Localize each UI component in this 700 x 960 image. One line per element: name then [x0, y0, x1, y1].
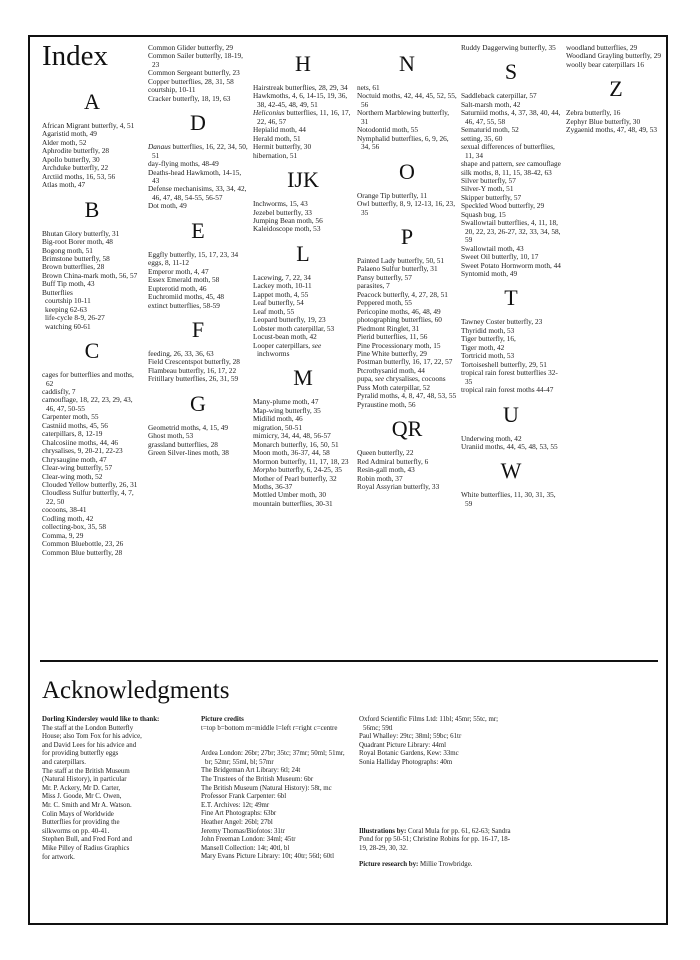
picture-research-text: Millie Trowbridge. [418, 861, 473, 869]
index-section-n [357, 52, 457, 152]
thanks-line: Miss J. Goode, Mr C. Owen, [42, 793, 122, 801]
thanks-line: The staff at the British Museum [42, 767, 130, 775]
index-entry: Midilid moth, 46 [253, 414, 303, 424]
section-letter: W [500, 458, 522, 484]
index-entry: Monarch butterfly, 16, 50, 51 [253, 439, 339, 449]
index-entry: keeping 62-63 [45, 304, 87, 314]
index-section-a [42, 90, 142, 190]
thanks-column [42, 716, 192, 862]
section-divider [40, 660, 658, 662]
index-entry: woodland butterflies, 29 [566, 43, 638, 52]
index-entry: Inchworms, 15, 43 [253, 199, 308, 209]
thanks-heading: Dorling Kindersley would like to thank: [42, 716, 160, 723]
index-entry: Mottled Umber moth, 30 [253, 490, 326, 500]
index-entry: eggs, 8, 11-12 [148, 258, 190, 268]
index-entry: Agaristid moth, 49 [42, 129, 97, 139]
index-entry: migration, 50-51 [253, 422, 303, 432]
index-entry: nets, 61 [357, 83, 380, 92]
index-entry: Clouded Yellow butterfly, 26, 31 [42, 479, 138, 489]
index-entry: cages for butterflies and moths, 62 [42, 370, 134, 388]
index-entry: Archduke butterfly, 22 [42, 163, 109, 173]
picture-research-credit [359, 861, 517, 870]
index-section-u [461, 403, 561, 452]
index-section-m [253, 366, 353, 508]
index-entry: Noctuid moths, 42, 44, 45, 52, 55, 56 [357, 91, 457, 109]
section-letter: QR [391, 416, 423, 442]
index-entry: day-flying moths, 48-49 [148, 159, 219, 169]
index-entry: grassland butterflies, 28 [148, 439, 218, 449]
index-column-3 [253, 44, 353, 508]
index-section-c [42, 339, 142, 557]
index-entry: Many-plume moth, 47 [253, 397, 319, 407]
index-entry: pupa, see chrysalises, cocoons [357, 374, 446, 384]
index-entry: Kaleidoscope moth, 53 [253, 224, 321, 234]
index-entry: tropical rain forest moths 44-47 [461, 385, 554, 395]
section-letter: S [504, 59, 518, 85]
index-section-l [253, 242, 353, 359]
index-entry: extinct butterflies, 58-59 [148, 300, 220, 310]
index-entry: Bhutan Glory butterfly, 31 [42, 228, 120, 238]
index-section-ijk [253, 168, 353, 234]
index-entry: Lappet moth, 4, 55 [253, 289, 309, 299]
index-entry: Leaf moth, 55 [253, 306, 295, 316]
section-letter: N [399, 51, 415, 76]
index-entry: Green Silver-lines moth, 38 [148, 448, 229, 458]
picture-credits-key: t=top b=bottom m=middle l=left r=right c=centre [201, 724, 338, 732]
index-entry: cocoons, 38-41 [42, 505, 87, 515]
picture-credits-list [201, 750, 351, 862]
credit-line: The Trustees of the British Museum: 6br [201, 775, 314, 783]
index-entry: Dot moth, 49 [148, 201, 187, 211]
index-column-2 [148, 44, 248, 458]
illustrations-label: Illustrations by: [359, 827, 407, 835]
index-entry: Saddleback caterpillar, 57 [461, 91, 537, 101]
section-letter: IJK [287, 167, 319, 193]
section-letter: U [503, 401, 519, 427]
credit-line: Royal Botanic Gardens, Kew: 33mc [359, 750, 459, 758]
index-entry: shape and pattern, see camouflage [461, 159, 561, 169]
credit-line: Sonia Halliday Photographs: 40m [359, 758, 453, 766]
index-entry: Buff Tip moth, 43 [42, 279, 95, 289]
credit-line: The Bridgeman Art Library: 6tl; 24t [201, 767, 301, 775]
thanks-text [42, 725, 192, 863]
credit-line: Mansell Collection: 14t; 40tl, bl [201, 844, 290, 852]
index-column-1 [42, 90, 142, 557]
section-letter: B [84, 196, 100, 222]
section-letter: D [190, 110, 206, 136]
index-entry: tropical rain forest butterflies 32-35 [461, 368, 558, 386]
index-entry: Thyridid moth, 53 [461, 325, 515, 335]
index-entry: Looper caterpillars, see inchworms [253, 340, 322, 358]
index-entry: Brown butterflies, 28 [42, 262, 105, 272]
thanks-line: Mike Pilley of Radius Graphics [42, 844, 130, 852]
index-entry: Atlas moth, 47 [42, 180, 86, 190]
index-section-qr [357, 417, 457, 491]
section-letter: M [293, 365, 313, 391]
index-entry: Queen butterfly, 22 [357, 448, 414, 458]
index-entry: Geometrid moths, 4, 15, 49 [148, 422, 229, 432]
index-section-f [148, 318, 248, 384]
credit-line: Heather Angel: 26bl; 27bl [201, 818, 273, 826]
thanks-line: silkworms on pp. 40-41. [42, 827, 110, 835]
credit-line: Oxford Scientific Films Ltd: 11bl; 45mr; 55tc, mr; 56mc; 59tl [359, 716, 499, 732]
index-entry: Copper butterflies, 28, 31, 58 [148, 76, 234, 86]
index-entry: Heliconius butterflies, 11, 16, 17, 22, 46, 57 [253, 108, 351, 126]
index-entry: setting, 35, 60 [461, 133, 503, 143]
index-entry: Chrysaugine moth, 47 [42, 454, 107, 464]
index-entry: feeding, 26, 33, 36, 63 [148, 348, 214, 358]
section-letter: H [295, 51, 311, 76]
index-entry: caddisfly, 7 [42, 386, 76, 396]
index-entry: Pierid butterflies, 11, 56 [357, 332, 428, 342]
index-entry: collecting-box, 35, 58 [42, 522, 107, 532]
index-entry: Arctiid moths, 16, 53, 56 [42, 171, 116, 181]
index-entry: Pyralid moths, 4, 8, 47, 48, 53, 55 [357, 391, 457, 401]
index-entry: Sweet Potato Hornworm moth, 44 [461, 260, 561, 270]
section-letter: Z [609, 76, 623, 102]
thanks-line: and David Lees for his advice and [42, 741, 137, 749]
index-entry: silk moths, 8, 11, 15, 38-42, 63 [461, 167, 552, 177]
index-entry: Flambeau butterfly, 16, 17, 22 [148, 365, 237, 375]
index-entry: Tiger butterfly, 16, [461, 334, 516, 344]
more-credits-column [359, 716, 517, 870]
thanks-line: House; also Tom Fox for his advice, [42, 733, 142, 741]
index-section-b [42, 198, 142, 331]
index-entry: Squash bug, 15 [461, 209, 506, 219]
thanks-line: Stephen Bull, and Fred Ford and [42, 836, 132, 844]
index-entry: Clear-wing moth, 52 [42, 471, 103, 481]
section-letter: O [399, 158, 415, 184]
index-entry: Owl butterfly, 8, 9, 12-13, 16, 23, 35 [357, 199, 456, 217]
index-entry: Cracker butterfly, 18, 19, 63 [148, 93, 231, 103]
index-entry: Leopard butterfly, 19, 23 [253, 315, 326, 325]
index-entry: Fritillary butterflies, 26, 31, 59 [148, 374, 239, 384]
index-entry: Robin moth, 37 [357, 473, 403, 483]
index-section-continued [461, 44, 561, 52]
index-entry: watching 60-61 [45, 321, 91, 331]
section-letter: T [504, 285, 518, 311]
credit-line: Mary Evans Picture Library: 10t; 40tr; 56tl; 60tl [201, 853, 335, 861]
index-entry: Deaths-head Hawkmoth, 14-15, 43 [148, 167, 242, 185]
index-entry: Common Sergeant butterfly, 23 [148, 68, 240, 78]
index-entry: Leaf butterfly, 54 [253, 298, 304, 308]
acknowledgments-title: Acknowledgments [42, 677, 230, 704]
index-entry: Big-root Borer moth, 48 [42, 237, 113, 247]
index-column-5 [461, 44, 561, 508]
index-entry: Common Sailer butterfly, 18-19, 23 [148, 51, 243, 69]
index-section-h [253, 52, 353, 160]
index-entry: Jumping Bean moth, 56 [253, 215, 323, 225]
index-entry: courtship 10-11 [45, 296, 91, 306]
index-column-6 [566, 44, 666, 135]
credit-line: Fine Art Photographs: 63br [201, 810, 277, 818]
index-title: Index [42, 40, 109, 72]
index-entry: Red Admiral butterfly, 6 [357, 456, 429, 466]
credit-line: Quadrant Picture Library: 44ml [359, 741, 447, 749]
index-entry: mountain butterflies, 30-31 [253, 498, 333, 508]
index-section-t [461, 286, 561, 394]
index-entry: Bogong moth, 51 [42, 245, 93, 255]
index-entry: Codling moth, 42 [42, 513, 94, 523]
index-entry: Swallowtail moth, 43 [461, 243, 524, 253]
index-entry: Silver-Y moth, 51 [461, 184, 514, 194]
index-entry: Danaus butterflies, 16, 22, 34, 50, 51 [148, 142, 248, 160]
index-entry: White butterflies, 11, 30, 31, 35, 59 [461, 490, 556, 508]
index-entry: Tortricid moth, 53 [461, 351, 515, 361]
index-entry: Saturniid moths, 4, 37, 38, 40, 44, 46, 47, 55, 58 [461, 108, 561, 126]
index-entry: Brimstone butterfly, 58 [42, 253, 110, 263]
index-entry: Emperor moth, 4, 47 [148, 266, 209, 276]
index-entry: Defense mechanisims, 33, 34, 42, 46, 47, 48, 54-55, 56-57 [148, 184, 247, 202]
index-entry: Postman butterfly, 16, 17, 22, 57 [357, 357, 453, 367]
index-entry: Pine Processionary moth, 15 [357, 340, 441, 350]
index-entry: Ptcrothysanid moth, 44 [357, 365, 425, 375]
index-entry: Aphrodite butterfly, 28 [42, 146, 110, 156]
index-section-continued [566, 44, 666, 69]
index-entry: Tortoiseshell butterfly, 29, 51 [461, 359, 547, 369]
index-section-w [461, 459, 561, 508]
index-section-e [148, 219, 248, 310]
index-entry: Herald moth, 51 [253, 133, 301, 143]
index-entry: Hairstreak butterflies, 28, 29, 34 [253, 83, 348, 92]
index-entry: Notodontid moth, 55 [357, 125, 419, 135]
index-section-s [461, 60, 561, 278]
picture-credits-column [201, 716, 351, 862]
index-entry: African Migrant butterfly, 4, 51 [42, 121, 135, 130]
section-letter: A [84, 89, 100, 114]
thanks-line: for providing butterfly eggs [42, 750, 119, 758]
index-entry: sexual differences of butterflies, 11, 34 [461, 142, 555, 160]
index-entry: Eupterotid moth, 46 [148, 283, 207, 293]
index-entry: Tiger moth, 42 [461, 342, 505, 352]
index-entry: Carpenter moth, 55 [42, 412, 99, 422]
index-entry: Mother of Pearl butterfly, 32 [253, 473, 337, 483]
index-entry: Alder moth, 52 [42, 137, 87, 147]
index-entry: Northern Marblewing butterfly, 31 [357, 108, 450, 126]
index-entry: Lackey moth, 10-11 [253, 281, 312, 291]
index-entry: camouflage, 18, 22, 23, 29, 43, 46, 47, 50-55 [42, 395, 133, 413]
index-entry: Lacewing, 7, 22, 34 [253, 272, 311, 282]
index-entry: Sweet Oil butterfly, 10, 17 [461, 252, 539, 262]
index-entry: Speckled Wood butterfly, 29 [461, 201, 545, 211]
index-entry: Mormon butterfly, 11, 17, 18, 23 [253, 456, 349, 466]
index-entry: Ruddy Daggerwing butterfly, 35 [461, 43, 556, 52]
index-entry: Eggfly butterfly, 15, 17, 23, 34 [148, 249, 239, 259]
index-section-o [357, 160, 457, 217]
index-entry: Morpho butterfly, 6, 24-25, 35 [253, 465, 342, 475]
index-entry: Swallowtail butterflies, 4, 11, 18, 20, 22, 23, 26-27, 32, 33, 34, 58, 59 [461, 218, 561, 245]
index-entry: parasites, 7 [357, 281, 390, 291]
index-entry: Lobster moth caterpillar, 53 [253, 323, 335, 333]
index-entry: Nymphalid butterflies, 6, 9, 26, 34, 56 [357, 133, 449, 152]
index-entry: Zephyr Blue butterfly, 30 [566, 116, 641, 126]
index-section-continued [148, 44, 248, 103]
index-entry: photographing butterflies, 60 [357, 315, 442, 325]
thanks-line: Butterflies for providing the [42, 819, 120, 827]
index-entry: Euchromiid moths, 45, 48 [148, 292, 225, 302]
credit-line: Paul Whalley: 29tc; 38ml; 59bc; 61tr [359, 733, 462, 741]
index-entry: mimicry, 34, 44, 48, 56-57 [253, 431, 331, 441]
index-entry: Brown China-mark moth, 56, 57 [42, 270, 138, 280]
credit-line: E.T. Archives: 12t; 49mr [201, 801, 270, 809]
index-entry: Peppered moth, 55 [357, 298, 412, 308]
index-entry: Moths, 36-37 [253, 481, 293, 491]
index-column-4 [357, 44, 457, 491]
thanks-line: for artwork. [42, 853, 75, 861]
illustrations-text: Coral Mula for pp. 61, 62-63; Sandra Pond for pp 50-51; Christine Robins for pp. 16-17, 18-19, 28-29, 30, 32. [359, 827, 511, 852]
thanks-line: (Natural History), in particular [42, 776, 127, 784]
more-credits-list [359, 716, 517, 768]
illustrations-credit [359, 828, 517, 854]
index-entry: Underwing moth, 42 [461, 433, 522, 443]
index-entry: Woodland Grayling butterfly, 29 [566, 51, 661, 61]
index-entry: Pericopine moths, 46, 48, 49 [357, 306, 441, 316]
index-entry: life-cycle 8-9, 26-27 [45, 313, 105, 323]
section-letter: E [191, 217, 205, 243]
index-entry: Hepialid moth, 44 [253, 125, 306, 135]
index-entry: caterpillars, 8, 12-19 [42, 429, 103, 439]
index-entry: Clear-wing butterfly, 57 [42, 463, 113, 473]
index-entry: Royal Assyrian butterfly, 33 [357, 481, 440, 491]
section-letter: F [191, 316, 205, 342]
index-entry: Pansy butterfly, 57 [357, 272, 412, 282]
credit-line: John Freeman London: 34ml; 45tr [201, 836, 296, 844]
index-entry: Silver butterfly, 57 [461, 175, 516, 185]
thanks-line: The staff at the London Butterfly [42, 724, 134, 732]
index-entry: Peacock butterfly, 4, 27, 28, 51 [357, 289, 448, 299]
index-entry: Piedmont Ringlet, 31 [357, 323, 420, 333]
index-entry: Pine White butterfly, 29 [357, 348, 427, 358]
index-entry: Jezebel butterfly, 33 [253, 207, 312, 217]
index-entry: Zygaenid moths, 47, 48, 49, 53 [566, 125, 658, 135]
index-entry: woolly bear caterpillars 16 [566, 59, 645, 69]
index-entry: courtship, 10-11 [148, 85, 196, 95]
index-entry: Orange Tip butterfly, 11 [357, 190, 428, 200]
index-entry: Moon moth, 36-37, 44, 58 [253, 448, 330, 458]
index-entry: Locust-bean moth, 42 [253, 332, 317, 342]
section-letter: L [296, 240, 310, 266]
index-entry: Comma, 9, 29 [42, 530, 84, 540]
index-entry: Palaeno Sulfur butterfly, 31 [357, 264, 438, 274]
index-entry: Salt-marsh moth, 42 [461, 99, 521, 109]
index-entry: Tawney Coster butterfly, 23 [461, 317, 543, 327]
index-section-p [357, 225, 457, 409]
index-entry: Puss Moth caterpillar, 52 [357, 382, 431, 392]
index-entry: Common Bluebottle, 23, 26 [42, 539, 124, 549]
credit-line: Ardea London: 26br; 27br; 35tc; 37mr; 50ml; 51mr, br; 52mr; 55ml, bl; 57mr [201, 750, 345, 766]
index-entry: Pyraustine moth, 56 [357, 399, 416, 409]
index-entry: Essex Emerald moth, 58 [148, 275, 220, 285]
index-entry: Butterflies [42, 287, 73, 297]
credit-line: Jeremy Thomas/Biofotos: 31tr [201, 827, 286, 835]
index-entry: Hermit butterfly, 30 [253, 142, 312, 152]
index-entry: chrysalises, 9, 20-21, 22-23 [42, 446, 123, 456]
index-entry: Field Crescentspot butterfly, 28 [148, 357, 240, 367]
thanks-line: and caterpillars. [42, 758, 87, 766]
picture-credits-heading: Picture credits [201, 716, 244, 723]
index-entry: Chalcosiine moths, 44, 46 [42, 437, 119, 447]
index-entry: Painted Lady butterfly, 50, 51 [357, 255, 445, 265]
section-letter: G [190, 390, 206, 416]
credit-line: Professor Frank Carpenter: 6bl [201, 793, 287, 801]
thanks-line: Colin Mays of Worldwide [42, 810, 114, 818]
index-entry: Hawkmoths, 4, 6, 14-15, 19, 36, 38, 42-45, 48, 49, 51 [253, 91, 348, 109]
thanks-line: Mr. C. Smith and Mr A. Watson. [42, 801, 132, 809]
credit-line: The British Museum (Natural History): 58t, mc [201, 784, 332, 792]
index-entry: Cloudless Sulfur butterfly, 4, 7, 22, 50 [42, 488, 134, 506]
index-entry: Ghost moth, 53 [148, 431, 194, 441]
index-entry: Apollo butterfly, 30 [42, 154, 100, 164]
index-entry: Castniid moths, 45, 56 [42, 420, 108, 430]
thanks-line: Mr. P. Ackery, Mr D. Carter, [42, 784, 121, 792]
index-entry: Sematurid moth, 52 [461, 125, 519, 135]
index-section-d [148, 111, 248, 211]
index-entry: hibernation, 51 [253, 150, 298, 160]
index-entry: Skipper butterfly, 57 [461, 192, 522, 202]
section-letter: C [84, 338, 100, 364]
index-entry: Common Blue butterfly, 28 [42, 547, 123, 557]
picture-research-label: Picture research by: [359, 861, 419, 869]
index-entry: Zebra butterfly, 16 [566, 108, 621, 118]
index-section-g [148, 392, 248, 458]
index-entry: Uraniid moths, 44, 45, 48, 53, 55 [461, 441, 558, 451]
index-entry: Map-wing butterfly, 35 [253, 405, 321, 415]
index-entry: Common Glider butterfly, 29 [148, 43, 234, 52]
index-entry: Resin-gall moth, 43 [357, 465, 415, 475]
section-letter: P [400, 223, 414, 249]
index-entry: Syntomid moth, 49 [461, 268, 518, 278]
index-section-z [566, 77, 666, 134]
